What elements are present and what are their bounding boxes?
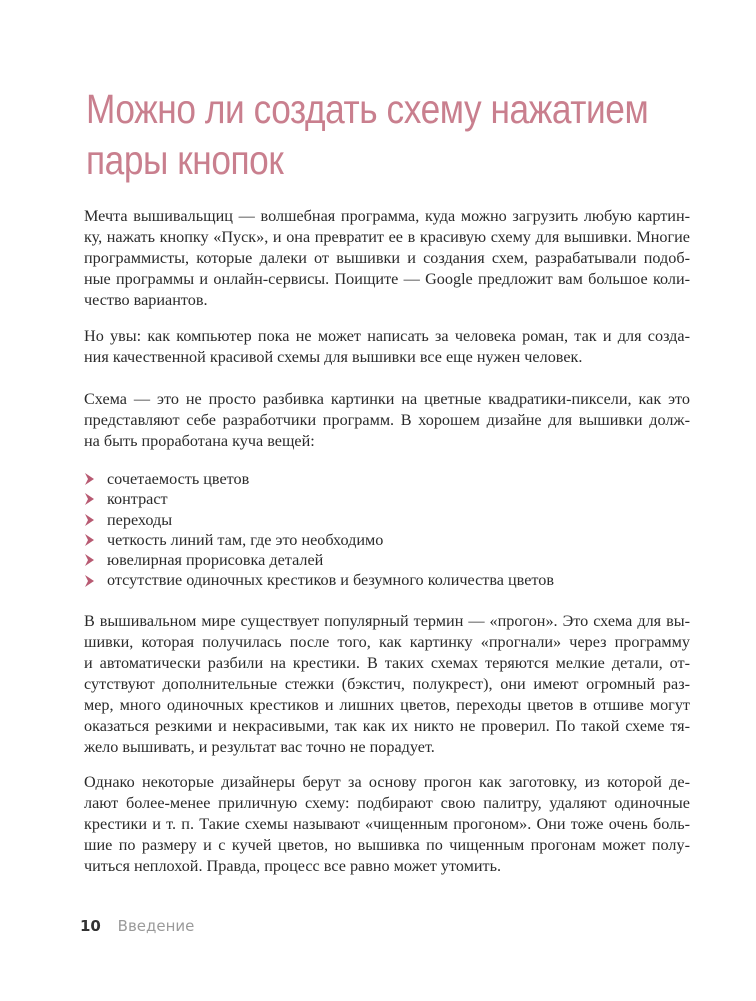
- title-line: Можно ли создать схему нажатием: [86, 86, 649, 132]
- list-item: [84, 489, 554, 509]
- text-line: ные программы и онлайн-сервисы. Поищите — Google предложит вам большое коли-: [84, 270, 690, 288]
- text-line: В вышивальном мире существует популярный термин — «прогон». Это схема для вы-: [84, 612, 690, 630]
- text-line: сутствуют дополнительные стежки (бэкстич, полукрест), они имеют огромный раз-: [84, 675, 690, 693]
- text-line: ку, нажать кнопку «Пуск», и она превратит ее в красивую схему для вышивки. Многие: [84, 228, 690, 246]
- page-title: [86, 84, 649, 186]
- text-line: Однако некоторые дизайнеры берут за основу прогон как заготовку, из которой де-: [84, 773, 690, 791]
- page-number: 10: [80, 917, 101, 935]
- list-item: [84, 550, 554, 570]
- text-line: жело вышивать, и результат вас точно не порадует.: [84, 738, 435, 756]
- text-line: ния качественной красивой схемы для вышивки все еще нужен человек.: [84, 348, 583, 366]
- chevron-right-icon: [84, 554, 94, 566]
- paragraph: [84, 206, 690, 311]
- text-line: программисты, которые далеки от вышивки и создания схем, разрабатывали подоб-: [84, 249, 690, 267]
- list-item-text: ювелирная прорисовка деталей: [107, 551, 324, 570]
- list-item: [84, 530, 554, 550]
- list-item: [84, 510, 554, 530]
- text-line: лают более-менее приличную схему: подбирают свою палитру, удаляют одиночные: [84, 794, 690, 812]
- text-line: и автоматически разбили на крестики. В таких схемах теряются мелкие детали, от-: [84, 654, 690, 672]
- list-item-text: отсутствие одиночных крестиков и безумного количества цветов: [107, 571, 554, 590]
- text-line: Мечта вышивальщиц — волшебная программа, куда можно загрузить любую картин-: [84, 207, 690, 225]
- chevron-right-icon: [84, 534, 94, 546]
- text-line: на быть проработана куча вещей:: [84, 432, 315, 450]
- text-line: оказаться резкими и некрасивыми, так как их никто не проверил. По такой схеме тя-: [84, 717, 690, 735]
- bullet-list: [84, 469, 554, 591]
- page-footer: [80, 917, 194, 935]
- chevron-right-icon: [84, 514, 94, 526]
- list-item-text: контраст: [107, 490, 168, 509]
- paragraph: [84, 326, 690, 368]
- text-line: крестики и т. п. Такие схемы называют «чищенным прогоном». Они тоже очень боль-: [84, 815, 690, 833]
- list-item-text: четкость линий там, где это необходимо: [107, 530, 384, 549]
- text-line: Но увы: как компьютер пока не может написать за человека роман, так и для созда-: [84, 327, 690, 345]
- section-name: Введение: [117, 917, 195, 935]
- text-line: шие по размеру и с кучей цветов, но вышивка по чищенным прогонам может полу-: [84, 836, 690, 854]
- list-item: [84, 570, 554, 590]
- text-line: чество вариантов.: [84, 291, 208, 309]
- paragraph: [84, 389, 690, 452]
- chevron-right-icon: [84, 575, 94, 587]
- list-item-text: переходы: [107, 510, 173, 529]
- list-item-text: сочетаемость цветов: [107, 470, 250, 488]
- chevron-right-icon: [84, 473, 94, 485]
- text-line: Схема — это не просто разбивка картинки на цветные квадратики-пиксели, как это: [84, 390, 690, 408]
- chevron-right-icon: [84, 493, 94, 505]
- title-line: пары кнопок: [86, 137, 284, 183]
- list-item: [84, 469, 554, 489]
- paragraph: [84, 772, 690, 877]
- text-line: читься неплохой. Правда, процесс все равно может утомить.: [84, 857, 502, 875]
- text-line: мер, много одиночных крестиков и лишних цветов, переходы цветов в отшиве могут: [84, 696, 690, 714]
- text-line: шивки, которая получилась после того, как картинку «прогнали» через программу: [84, 633, 690, 651]
- paragraph: [84, 611, 690, 758]
- text-line: представляют себе разработчики программ. В хорошем дизайне для вышивки долж-: [84, 411, 690, 429]
